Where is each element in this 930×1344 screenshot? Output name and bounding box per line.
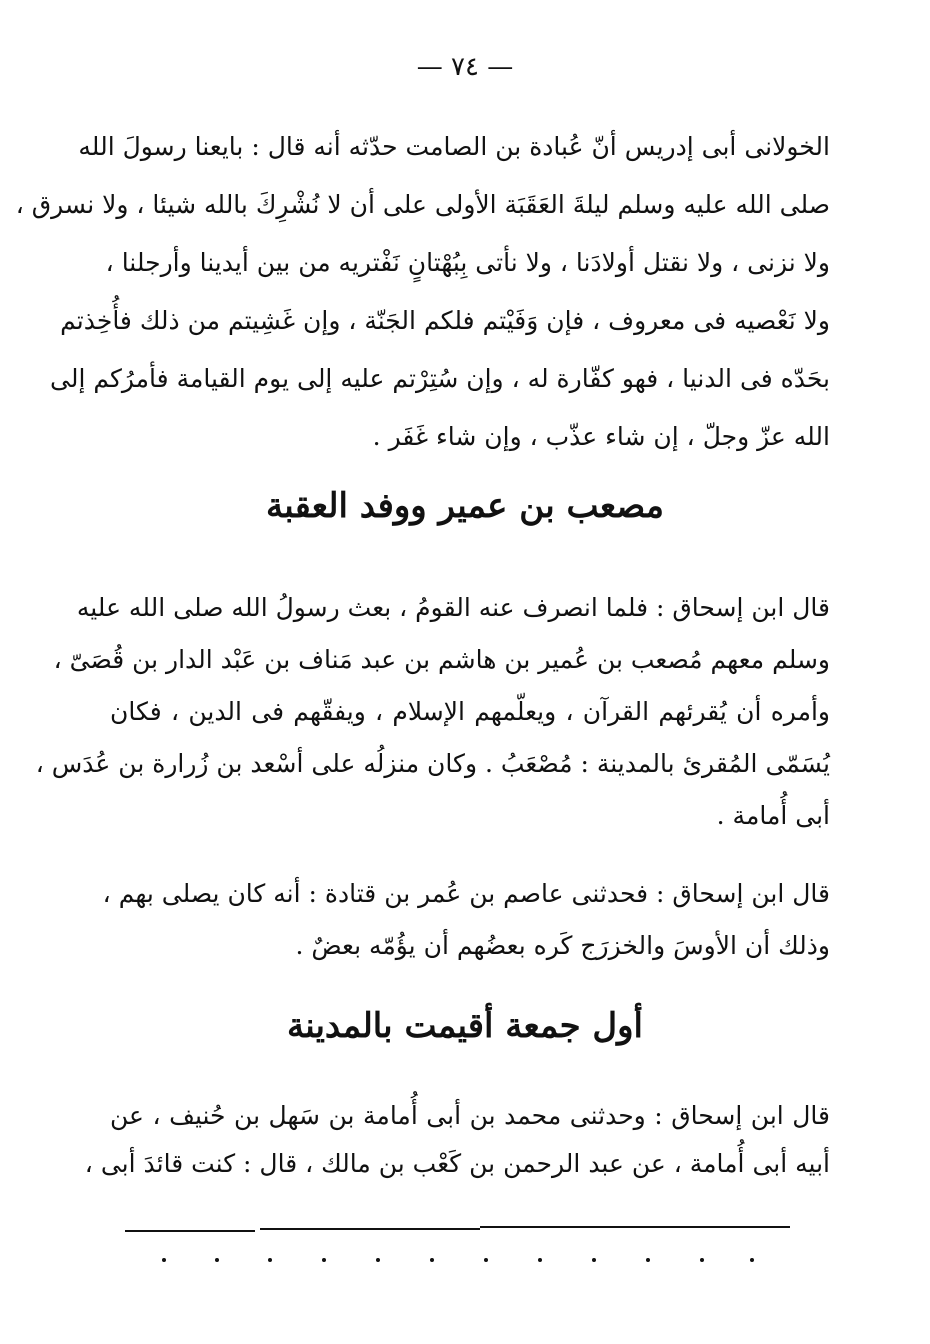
footnote-dot [322, 1258, 326, 1262]
footnote-dot [646, 1258, 650, 1262]
footnote-dot [484, 1258, 488, 1262]
paragraph-prayer-leader [102, 868, 830, 972]
text-line: الله عزّ وجلّ ، إن شاء عذّب ، وإن شاء غَفَر . [372, 422, 830, 451]
footnote-rule-middle [260, 1228, 480, 1230]
footnote-dot [592, 1258, 596, 1262]
footnote-dot [700, 1258, 704, 1262]
footnote-dot [538, 1258, 542, 1262]
text-line: أبيه أبى أُمامة ، عن عبد الرحمن بن كَعْب بن مالك ، قال : كنت قائدَ أبى ، [84, 1149, 830, 1178]
text-line: بحَدّه فى الدنيا ، فهو كفّارة له ، وإن سُتِرْتم عليه إلى يوم القيامة فأمرُكم إلى [49, 364, 830, 393]
footnote-dot [268, 1258, 272, 1262]
text-line: ولا نَعْصيه فى معروف ، فإن وَفَيْتم فلكم الجَنّة ، وإن غَشِيتم من ذلك فأُخِذتم [60, 306, 830, 335]
text-line: وأمره أن يُقرئهم القرآن ، ويعلّمهم الإسلام ، ويفقّهم فى الدين ، فكان [110, 697, 830, 726]
paragraph-musab-sent [35, 582, 830, 842]
page-number: — ٧٤ — [416, 52, 514, 82]
text-line: أبى أُمامة . [716, 801, 830, 830]
text-line: قال ابن إسحاق : وحدثنى محمد بن أبى أُمامة بن سَهل بن حُنيف ، عن [110, 1101, 830, 1130]
text-line: الخولانى أبى إدريس أنّ عُبادة بن الصامت حدّثه أنه قال : بايعنا رسولَ الله [78, 132, 830, 161]
footnote-dot [430, 1258, 434, 1262]
text-line: قال ابن إسحاق : فحدثنى عاصم بن عُمر بن قتادة : أنه كان يصلى بهم ، [102, 879, 830, 908]
footnote-rule-left [125, 1230, 255, 1232]
text-line: قال ابن إسحاق : فلما انصرف عنه القومُ ، بعث رسولُ الله صلى الله عليه [76, 593, 830, 622]
footnote-dot [750, 1258, 754, 1262]
text-line: وذلك أن الأوسَ والخزرَج كَره بعضُهم أن يؤُمّه بعضٌ . [295, 931, 830, 960]
text-line: يُسَمّى المُقرئ بالمدينة : مُصْعَبُ . وكان منزلُه على أسْعد بن زُرارة بن عُدَس ، [35, 749, 830, 778]
text-line: ولا نزنى ، ولا نقتل أولادَنا ، ولا نأتى بِبُهْتانٍ نَفْتريه من بين أيدينا وأرجلنا ، [105, 248, 830, 277]
section-heading-first-friday: أول جمعة أقيمت بالمدينة [286, 1006, 644, 1046]
footnote-dot [162, 1258, 166, 1262]
paragraph-oath-of-aqaba [15, 118, 830, 466]
text-line: وسلم معهم مُصعب بن عُمير بن هاشم بن عبد مَناف بن عَبْد الدار بن قُصَىّ ، [53, 645, 830, 674]
footnote-rule-right [480, 1226, 790, 1228]
section-heading-musab: مصعب بن عمير ووفد العقبة [266, 486, 664, 526]
paragraph-first-friday [84, 1092, 830, 1188]
footnote-dot [376, 1258, 380, 1262]
footnote-dot [215, 1258, 219, 1262]
text-line: صلى الله عليه وسلم ليلةَ العَقَبَة الأولى على أن لا نُشْرِكَ بالله شيئا ، ولا نسرق ، [15, 190, 830, 219]
